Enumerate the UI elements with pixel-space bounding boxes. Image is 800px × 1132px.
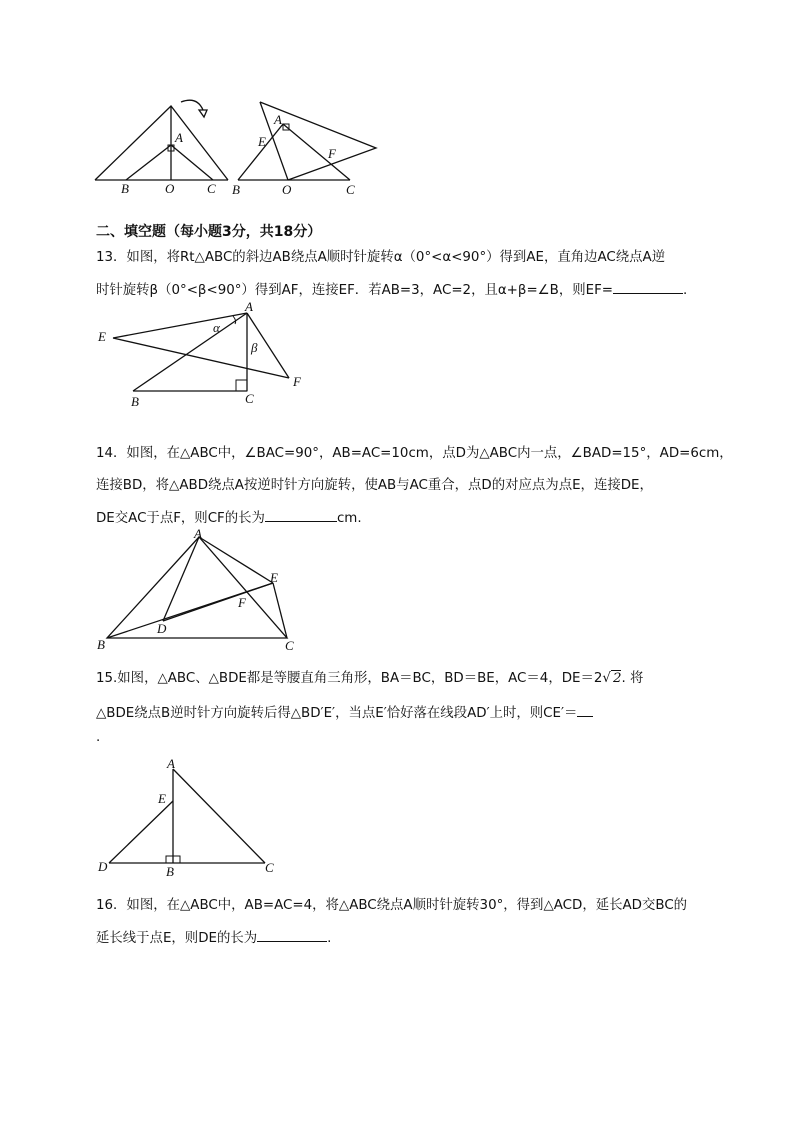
label-A: A [274,112,282,127]
segment-EA [113,313,247,338]
q15-line1-text: 15.如图，△ABC、△BDE都是等腰直角三角形，BA＝BC，BD＝BE，AC＝4，DE＝2 [96,671,603,686]
q14-line1: 14．如图，在△ABC中，∠BAC=90°，AB=AC=10cm，点D为△ABC内一点，∠BAD=15°，AD=6cm， [96,446,733,461]
segment-AD [163,537,199,621]
label-A: A [194,527,202,541]
q15-line1 [96,667,643,686]
outer-triangle [95,106,228,180]
inner-triangle [126,145,213,180]
q14-line3-end: cm. [336,511,362,526]
label-E: E [258,134,266,149]
label-F: F [238,595,246,610]
q14-line2: 连接BD，将△ABD绕点A按逆时针方向旋转，使AB与AC重合，点D的对应点为点E，连接DE， [96,478,653,493]
segment-AC [173,769,265,863]
label-C: C [265,860,274,875]
q15-figure [95,755,295,880]
q15-line2 [96,702,593,721]
q16-line1: 16．如图，在△ABC中，AB=AC=4，将△ABC绕点A顺时针旋转30°，得到△ACD，延长AD交BC的 [96,898,688,913]
q16-line2-text: 延长线于点E，则DE的长为 [96,931,258,946]
label-C: C [285,638,294,653]
q15-line2-text: △BDE绕点B逆时针方向旋转后得△BD′E′，当点E′恰好落在线段AD′上时，则CE′＝ [96,706,578,721]
label-C: C [245,391,254,406]
q13-line2 [96,279,687,298]
answer-blank[interactable] [265,509,337,522]
top-figure-2 [228,96,388,200]
label-B: B [131,394,139,409]
label-C: C [346,182,355,197]
top-figure-1 [85,92,235,200]
sqrt-radicand: 2 [612,671,622,686]
label-B: B [121,181,129,196]
label-B: B [232,182,240,197]
label-E: E [98,329,106,344]
label-A: A [245,300,253,314]
right-angle-mark-right [173,856,180,863]
q13-figure [95,300,315,410]
label-A: A [167,756,175,771]
q13-line2-end: . [683,283,688,298]
section-heading: 二、填空题（每小题3分，共18分） [96,224,322,240]
rotation-arrow-icon [181,100,203,110]
label-alpha: α [213,320,220,335]
q14-line3-text: DE交AC于点F，则CF的长为 [96,511,265,526]
label-B: B [97,637,105,652]
q16-line2 [96,927,331,946]
q15-line3: . [96,730,101,745]
label-A: A [175,130,183,145]
q13-line1: 13．如图，将Rt△ABC的斜边AB绕点A顺时针旋转α（0°<α<90°）得到AE，直角边AC绕点A逆 [96,250,666,265]
q14-figure [95,527,315,655]
q16-line2-end: . [327,931,332,946]
label-E: E [158,791,166,806]
segment-AE [199,537,273,583]
arrow-head-icon [199,110,207,117]
q15-line1-end: . 将 [621,671,644,686]
segment-AB [133,313,247,391]
label-O: O [165,181,175,196]
right-angle-mark-left [166,856,173,863]
label-F: F [293,374,301,389]
label-F: F [328,146,336,161]
label-D: D [157,621,167,636]
q14-line3 [96,507,362,526]
answer-blank[interactable] [577,704,593,717]
label-B: B [166,864,174,879]
right-angle-mark [236,380,247,391]
label-O: O [282,182,292,197]
label-beta: β [251,340,258,355]
segment-DE [163,583,273,621]
sqrt-two: √ 2 [602,671,622,686]
label-C: C [207,181,216,196]
answer-blank[interactable] [257,929,327,942]
q13-line2-text: 时针旋转β（0°<β<90°）得到AF，连接EF．若AB=3，AC=2，且α+β=∠B，则EF= [96,283,614,298]
label-E: E [270,570,278,585]
label-D: D [98,859,108,874]
answer-blank[interactable] [613,281,683,294]
segment-DE [109,801,173,863]
